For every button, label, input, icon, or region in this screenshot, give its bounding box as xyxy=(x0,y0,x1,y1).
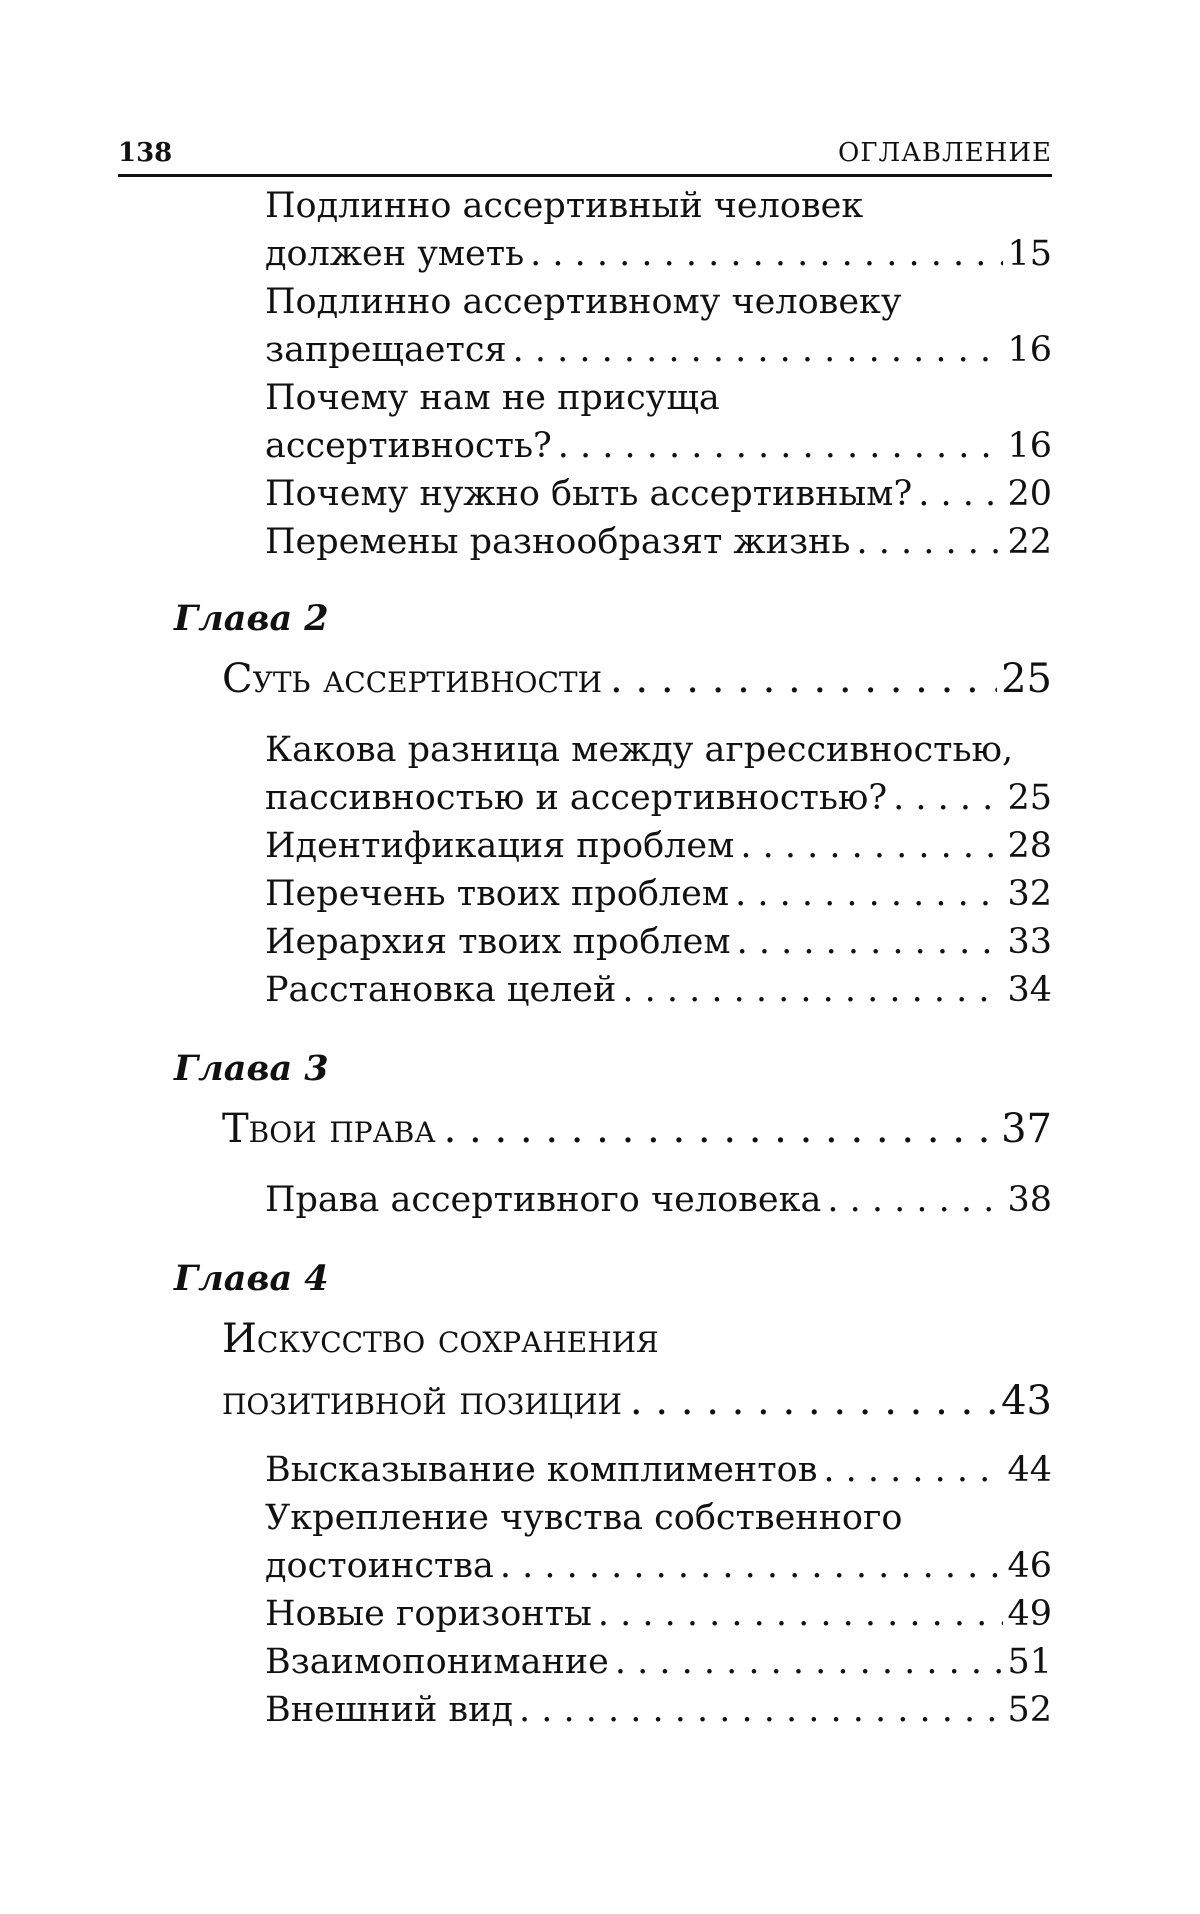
toc-entry-title: запрещается xyxy=(265,326,507,374)
toc-entry xyxy=(265,1446,1052,1494)
leader-dots xyxy=(630,1370,997,1432)
toc-entry xyxy=(265,1638,1052,1686)
chapter-title xyxy=(222,1308,1052,1432)
toc-entry-title: Перемены разнообразят жизнь xyxy=(265,518,850,566)
leader-dots xyxy=(598,1590,1004,1638)
toc-entry-page: 38 xyxy=(1007,1176,1052,1224)
leader-dots xyxy=(615,1638,1004,1686)
toc-entry-page: 34 xyxy=(1007,966,1052,1014)
running-head xyxy=(118,134,1052,177)
leader-dots xyxy=(500,1542,1004,1590)
toc-entry-title: ассертивность? xyxy=(265,422,552,470)
page-number: 138 xyxy=(118,138,172,168)
toc-entry xyxy=(265,1176,1052,1224)
toc-entry xyxy=(265,1590,1052,1638)
leader-dots xyxy=(918,470,1003,518)
toc-entry-title: Права ассертивного человека xyxy=(265,1176,821,1224)
toc-entry-page: 16 xyxy=(1007,422,1052,470)
chapter-page: 37 xyxy=(1001,1098,1052,1160)
section-title: ОГЛАВЛЕНИЕ xyxy=(838,138,1052,168)
leader-dots xyxy=(893,774,1003,822)
toc-entry-page: 44 xyxy=(1007,1446,1052,1494)
toc-entry-title: Новые горизонты xyxy=(265,1590,592,1638)
leader-dots xyxy=(735,870,1003,918)
toc-entry-page: 22 xyxy=(1007,518,1052,566)
toc-entry-title: Почему нам не присуща xyxy=(265,374,720,422)
toc-entry-page: 52 xyxy=(1007,1686,1052,1734)
toc-entry-page: 32 xyxy=(1007,870,1052,918)
toc-entry xyxy=(265,470,1052,518)
toc-entry-title: Укрепление чувства собственного xyxy=(265,1494,902,1542)
toc-entry-title: Какова разница между агрессивностью, xyxy=(265,726,1013,774)
chapter-title xyxy=(222,1098,1052,1160)
toc-entry-page: 51 xyxy=(1007,1638,1052,1686)
leader-dots xyxy=(622,966,1003,1014)
leader-dots xyxy=(444,1098,998,1160)
leader-dots xyxy=(740,822,1003,870)
toc-entry-title: Взаимопонимание xyxy=(265,1638,609,1686)
chapter-page: 43 xyxy=(1001,1370,1052,1432)
leader-dots xyxy=(519,1686,1003,1734)
chapter-page: 25 xyxy=(1001,648,1052,710)
toc-entry-page: 25 xyxy=(1007,774,1052,822)
toc-entry-page: 46 xyxy=(1007,1542,1052,1590)
toc-entry-title: достоинства xyxy=(265,1542,494,1590)
toc-entry xyxy=(265,822,1052,870)
toc-entry-page: 33 xyxy=(1007,918,1052,966)
chapter-title-text: позитивной позиции xyxy=(222,1370,622,1432)
leader-dots xyxy=(530,230,1003,278)
toc-entry xyxy=(265,726,1052,822)
toc-entry xyxy=(265,518,1052,566)
leader-dots xyxy=(513,326,1004,374)
toc-entry-title: Высказывание комплиментов xyxy=(265,1446,817,1494)
toc-entry-title: Подлинно ассертивный человек xyxy=(265,182,863,230)
toc-entry xyxy=(265,374,1052,470)
chapter-title-text: Суть ассертивности xyxy=(222,648,602,710)
leader-dots xyxy=(558,422,1004,470)
chapter-label: Глава 2 xyxy=(174,598,329,639)
leader-dots xyxy=(737,918,1004,966)
toc-entry-title: Почему нужно быть ассертивным? xyxy=(265,470,912,518)
toc-entry xyxy=(265,1494,1052,1590)
toc-entry-page: 20 xyxy=(1007,470,1052,518)
toc-entry-page: 16 xyxy=(1007,326,1052,374)
leader-dots xyxy=(610,648,997,710)
toc-entry-title: пассивностью и ассертивностью? xyxy=(265,774,887,822)
toc-entry xyxy=(265,918,1052,966)
toc-entry-page: 49 xyxy=(1007,1590,1052,1638)
book-page xyxy=(0,0,1200,1914)
toc-entry-title: Перечень твоих проблем xyxy=(265,870,729,918)
toc-entry-title: Идентификация проблем xyxy=(265,822,734,870)
chapter-title-text: Твои права xyxy=(222,1098,436,1160)
toc-entry-page: 28 xyxy=(1007,822,1052,870)
toc-entry-title: Расстановка целей xyxy=(265,966,616,1014)
toc-entry xyxy=(265,966,1052,1014)
chapter-label: Глава 4 xyxy=(174,1258,329,1299)
toc-entry-title: Иерархия твоих проблем xyxy=(265,918,731,966)
chapter-title xyxy=(222,648,1052,710)
leader-dots xyxy=(827,1176,1003,1224)
leader-dots xyxy=(856,518,1003,566)
toc-entry xyxy=(265,278,1052,374)
toc-entry xyxy=(265,1686,1052,1734)
chapter-title-text: Искусство сохранения xyxy=(222,1308,659,1370)
toc-entry-title: должен уметь xyxy=(265,230,524,278)
toc-entry xyxy=(265,182,1052,278)
toc-entry-title: Подлинно ассертивному человеку xyxy=(265,278,902,326)
toc-entry xyxy=(265,870,1052,918)
toc-entry-page: 15 xyxy=(1007,230,1052,278)
toc-entry-title: Внешний вид xyxy=(265,1686,513,1734)
chapter-label: Глава 3 xyxy=(174,1048,329,1089)
leader-dots xyxy=(823,1446,1003,1494)
